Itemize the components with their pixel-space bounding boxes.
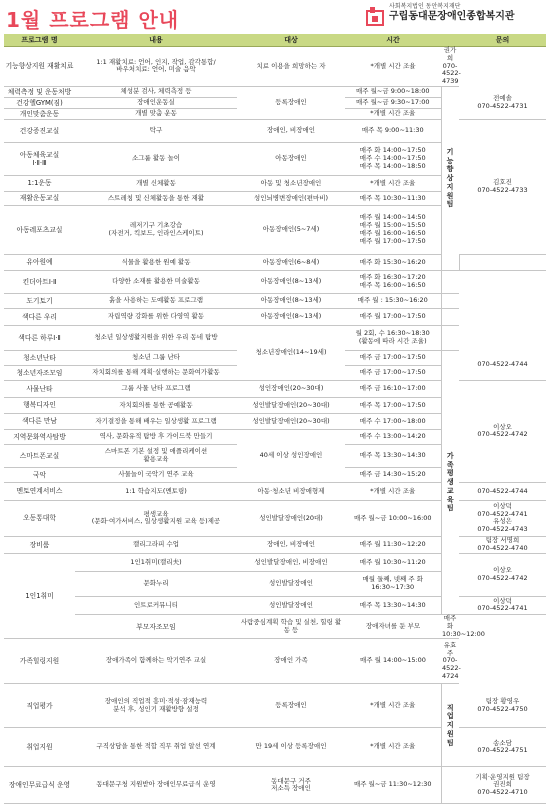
program-content: 장애인운동실	[75, 97, 237, 108]
table-row	[4, 325, 546, 350]
program-target: 성인뇌병변장애인(편마비)	[237, 191, 345, 205]
col-header-team	[441, 34, 459, 47]
program-target: 청소년장애인(14~19세)	[237, 325, 345, 380]
team-label	[441, 270, 459, 293]
table-row	[4, 639, 546, 684]
program-time: *개별 시간 조율	[345, 728, 441, 767]
team-label	[441, 350, 459, 614]
table-row	[4, 728, 546, 767]
table-row	[4, 254, 546, 270]
program-name: 1인1취미	[4, 553, 75, 638]
program-contact: 팀장 서명희 070-4522-4740	[459, 536, 546, 553]
table-row	[4, 553, 546, 571]
program-content: 스트레칭 및 신체활동을 통한 재활	[75, 191, 237, 205]
program-content: 개별 신체활동	[75, 175, 237, 191]
program-content: 1:1 재활치료: 언어, 인지, 작업, 감각통합/ 바우처치료: 언어, 미술 음악	[75, 47, 237, 87]
program-name: 기능향상지원 재활치료	[4, 47, 75, 87]
program-target: 등록장애인	[237, 684, 345, 728]
program-time: 매주 화 14:00~17:50 매주 수 14:00~17:50 매주 목 14:00~18:50	[345, 142, 441, 175]
program-name: 색다른 우리	[4, 308, 75, 325]
program-contact: 이상덕 070-4522-4741	[459, 596, 546, 614]
program-time: 매주 월~금 11:30~12:30	[345, 767, 441, 804]
program-time: 매주 금 14:30~15:20	[345, 467, 441, 482]
program-target: 아동 및 청소년장애인	[237, 175, 345, 191]
program-content: 자치회의를 통한 공예활동	[75, 397, 237, 413]
table-row	[4, 119, 546, 142]
table-row	[4, 614, 546, 638]
program-time: 매주 월 : 15:30~16:20	[345, 293, 441, 308]
col-header-content: 내용	[75, 34, 237, 47]
table-row	[4, 482, 546, 500]
program-name: 건강헬GYM(짐)	[4, 97, 75, 108]
table-header-row	[4, 34, 546, 47]
program-content: 사람중심계획 학습 및 실천, 힐링 활동 등	[237, 614, 345, 638]
program-name: 장비룸	[4, 536, 75, 553]
program-contact: 권가희 070-4522-4739	[442, 46, 461, 86]
team-label	[441, 86, 459, 270]
program-time: 매주 월 14:00~15:00	[345, 639, 441, 684]
program-name: 멘토연계서비스	[4, 482, 75, 500]
program-content: 청소년 그룹 난타	[75, 350, 237, 365]
program-time: 매주 월~금 9:30~17:00	[345, 97, 441, 108]
program-time: *개별 시간 조율	[345, 175, 441, 191]
program-time: 매주 월 14:00~14:50 매주 월 15:00~15:50 매주 월 16:00~16:50 매주 월 17:00~17:50	[345, 205, 441, 254]
program-name: 스마트폰교실	[4, 444, 75, 467]
program-target: 성인발달장애인, 비장애인	[237, 553, 345, 571]
program-time: 월 2회, 수 16:30~18:30 (활동에 따라 시간 조율)	[345, 325, 441, 350]
table-row	[4, 596, 546, 614]
program-target: 성인발달장애인(20~30대)	[237, 397, 345, 413]
program-target: 아동장애인(8~13세)	[237, 308, 345, 325]
program-content: 다양한 소재를 활용한 미술활동	[75, 270, 237, 293]
program-content: 사물놀이 국악기 연주 교육	[75, 467, 237, 482]
col-header-target: 대상	[237, 34, 345, 47]
program-target: 아동장애인	[237, 142, 345, 175]
program-time: 매주 목 17:00~17:50	[345, 397, 441, 413]
program-content: 탁구	[75, 119, 237, 142]
table-row	[4, 684, 546, 728]
program-time: *개별 시간 조율	[345, 684, 441, 728]
program-target: 성인발달장애인(20~30대)	[237, 413, 345, 429]
team-label	[441, 293, 459, 308]
org-subtitle: 사회복지법인 동안복지재단	[389, 3, 461, 10]
program-content: 자치회의를 통해 계획·실행하는 문화여가활동	[75, 365, 237, 380]
program-content: 문화누리	[75, 571, 237, 596]
program-name: 사물난타	[4, 380, 75, 397]
program-contact: 070-4522-4744	[459, 350, 546, 380]
program-contact: 이상오 070-4522-4742	[459, 380, 546, 482]
program-time: 매주 목 9:00~11:30	[345, 119, 441, 142]
table-row	[4, 293, 546, 308]
page-title: 1월 프로그램 안내	[6, 8, 180, 32]
table-row	[4, 380, 546, 397]
team-label	[441, 308, 459, 325]
program-time: 매주 화 10:30~12:00	[442, 613, 485, 638]
program-contact: 기획·운영지원 팀장 권진희 070-4522-4710	[459, 767, 546, 804]
org-block	[389, 4, 515, 22]
program-contact: 김호진 070-4522-4733	[459, 119, 546, 254]
program-contact: 이상덕 070-4522-4741 유성은 070-4522-4743	[459, 500, 546, 536]
program-name: 1:1운동	[4, 175, 75, 191]
table-row	[4, 767, 546, 804]
program-time: 매주 수 17:00~18:00	[345, 413, 441, 429]
program-time: *개별 시간 조율	[345, 482, 441, 500]
team-label	[441, 767, 459, 804]
program-target: 아동장애인(8~13세)	[237, 270, 345, 293]
program-content: 레저기구 기초강습 (자전거, 킥보드, 인라인스케이트)	[75, 205, 237, 254]
program-target: 40세 이상 성인장애인	[237, 429, 345, 482]
team-label	[459, 254, 546, 270]
program-target: 장애자녀를 둔 부모	[345, 614, 441, 638]
program-table	[4, 34, 546, 804]
program-content: 인트로커뮤니티	[75, 596, 237, 614]
team-label-text: 기능향상지원팀	[446, 147, 454, 209]
program-time: 매주 화 16:30~17:20 매주 목 16:00~16:50	[345, 270, 441, 293]
program-content: 자립역량 강화를 위한 다영역 활동	[75, 308, 237, 325]
program-time: 매주 화 15:30~16:20	[345, 254, 441, 270]
page-header	[0, 0, 550, 34]
program-name: 지역문화역사탐방	[4, 429, 75, 444]
program-name: 개인맞춤운동	[4, 108, 75, 119]
program-contact: 070-4522-4744	[459, 482, 546, 500]
program-target: 아동장애인(5~7세)	[237, 205, 345, 254]
program-time: *개별 시간 조율	[345, 108, 441, 119]
program-time: 매주 월 10:30~11:20	[345, 553, 441, 571]
program-content: 동대문구청 지원받아 장애인무료급식 운영	[75, 767, 237, 804]
table-row	[4, 536, 546, 553]
table-row	[4, 86, 546, 97]
program-time: 매주 월 17:00~17:50	[345, 308, 441, 325]
program-time: 매주 금 17:00~17:50	[345, 365, 441, 380]
program-target: 성인발달장애인	[237, 596, 345, 614]
program-time: 매주 목 13:30~14:30	[345, 596, 441, 614]
program-content: 1:1 학습지도(멘토링)	[75, 482, 237, 500]
program-time: 매주 금 16:10~17:00	[345, 380, 441, 397]
program-contact: 팀장 황영우 070-4522-4750	[459, 684, 546, 728]
program-content: 식물을 활용한 원예 활동	[75, 254, 237, 270]
org-logo-icon	[366, 6, 384, 26]
program-target: 치료 이용을 희망하는 자	[237, 47, 345, 87]
program-name: 장애인무료급식 운영	[4, 767, 75, 804]
program-name: 색다른 만남	[4, 413, 75, 429]
program-content: 그룹 사물 난타 프로그램	[75, 380, 237, 397]
program-contact: 이상오 070-4522-4742	[459, 553, 546, 596]
program-name: 색다른 하루Ⅰ·Ⅱ	[4, 325, 75, 350]
program-content: 개별 맞춤 운동	[75, 108, 237, 119]
program-time: 매월 둘째, 넷째 주 화 16:30~17:30	[345, 571, 441, 596]
program-content: 장애인의 직업적 흥미·적성·잠재능력 분석 후, 성인기 재활방향 설정	[75, 684, 237, 728]
program-name: 가족힐링지원	[4, 639, 75, 684]
program-name: 도기토기	[4, 293, 75, 308]
program-time: 매주 금 17:00~17:50	[345, 350, 441, 365]
program-target: 아동·청소년 비장애형제	[237, 482, 345, 500]
program-name: 청소년난타	[4, 350, 75, 365]
program-name: 아동체육교실 Ⅰ·Ⅱ·Ⅲ	[4, 142, 75, 175]
program-name: 체력측정 및 운동처방	[4, 86, 75, 97]
program-target: 성인장애인(20~30대)	[237, 380, 345, 397]
program-name: 유아원예	[4, 254, 75, 270]
team-label-text: 가족평생교육팀	[446, 451, 454, 513]
program-contact: 송소담 070-4522-4751	[459, 728, 546, 767]
program-name: 부모자조모임	[75, 614, 237, 638]
program-name: 국악	[4, 467, 75, 482]
program-time: 매주 월 11:30~12:20	[345, 536, 441, 553]
program-name: 청소년자조모임	[4, 365, 75, 380]
table-body	[4, 47, 546, 804]
program-name: 아동레포츠교실	[4, 205, 75, 254]
program-content: 소그룹 활동 놀이	[75, 142, 237, 175]
program-name: 킨더아트Ⅰ·Ⅱ	[4, 270, 75, 293]
program-time: 매주 월~금 9:00~18:00	[345, 86, 441, 97]
program-target: 성인발달장애인	[237, 571, 345, 596]
team-label	[441, 325, 459, 350]
program-content: 캘리그라피 수업	[75, 536, 237, 553]
program-target: 장애인, 비장애인	[237, 536, 345, 553]
table-row	[4, 308, 546, 325]
program-name: 직업평가	[4, 684, 75, 728]
program-content: 스마트폰 기본 설정 및 애플리케이션 활용교육	[75, 444, 237, 467]
program-name: 취업지원	[4, 728, 75, 767]
program-target: 아동장애인(8~13세)	[237, 293, 345, 308]
program-content: 장애가족이 함께하는 악기연주 교실	[75, 639, 237, 684]
program-target: 등록장애인	[237, 86, 345, 119]
table-row	[4, 500, 546, 536]
program-target: 아동장애인(6~8세)	[237, 254, 345, 270]
col-header-contact: 문의	[459, 34, 546, 47]
program-target: 만 19세 이상 등록장애인	[237, 728, 345, 767]
program-time: 매주 월~금 10:00~16:00	[345, 500, 441, 536]
program-content: 평생교육 (문화·여가서비스, 일상생활지원 교육 등)제공	[75, 500, 237, 536]
program-content: 구직상담을 통한 적합 직무 취업 알선 연계	[75, 728, 237, 767]
program-contact: 유효주 070-4522-4724	[441, 639, 459, 684]
team-label-text: 직업지원팀	[446, 703, 454, 747]
program-target: 성인발달장애인(20대)	[237, 500, 345, 536]
col-header-time: 시간	[345, 34, 441, 47]
program-time: 매주 수 13:00~14:20	[345, 429, 441, 444]
org-name: 구립동대문장애인종합복지관	[389, 11, 515, 22]
program-content: 자기결정을 통해 배우는 일상생활 프로그램	[75, 413, 237, 429]
program-time: 매주 목 13:30~14:30	[345, 444, 441, 467]
table-row	[4, 270, 546, 293]
program-name: 건강증진교실	[4, 119, 75, 142]
program-content: 1인1취미(캘리夫)	[75, 553, 237, 571]
col-header-program: 프로그램 명	[4, 34, 75, 47]
program-contact: 전예솔 070-4522-4731	[459, 86, 546, 119]
table-row	[4, 47, 546, 87]
program-content: 청소년 일상생활지원을 위한 우리 동네 탐방	[75, 325, 237, 350]
program-name: 행복디자인	[4, 397, 75, 413]
program-time: *개별 시간 조율	[345, 47, 441, 87]
program-target: 장애인, 비장애인	[237, 119, 345, 142]
program-target: 장애인 가족	[237, 639, 345, 684]
program-name: 오동통대학	[4, 500, 75, 536]
program-target: 동대문구 거주 저소득 장애인	[237, 767, 345, 804]
team-label	[441, 684, 459, 767]
program-name: 재활운동교실	[4, 191, 75, 205]
program-content: 체성분 검사, 체력측정 등	[75, 86, 237, 97]
program-content: 흙을 사용하는 도예활동 프로그램	[75, 293, 237, 308]
program-content: 역사, 문화유적 탐방 후 가이드북 만들기	[75, 429, 237, 444]
program-time: 매주 목 10:30~11:30	[345, 191, 441, 205]
